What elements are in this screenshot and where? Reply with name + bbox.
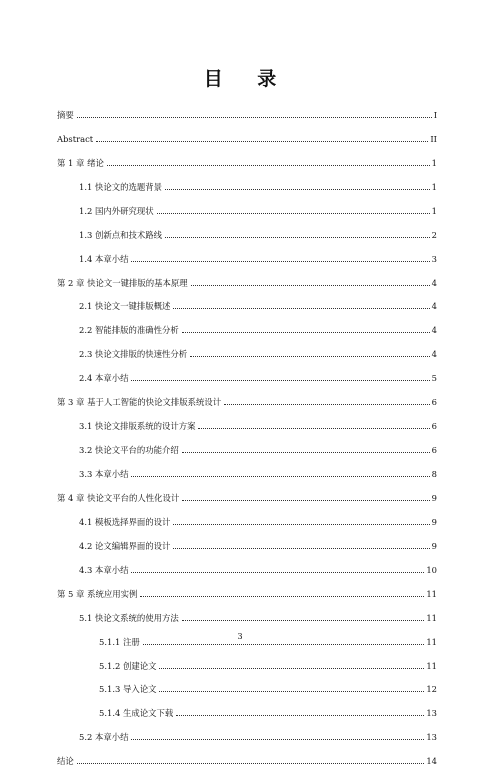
toc-entry[interactable] — [57, 576, 437, 600]
toc-entry-page: 2 — [431, 229, 437, 240]
dot-leader — [77, 763, 425, 764]
dot-leader — [173, 524, 429, 525]
toc-entry-page: 9 — [431, 492, 437, 503]
dot-leader — [182, 620, 425, 621]
dot-leader — [173, 308, 429, 309]
toc-entry[interactable] — [57, 217, 437, 241]
toc-entry[interactable] — [57, 432, 437, 456]
toc-entry-page: 13 — [426, 708, 437, 719]
dot-leader — [159, 668, 424, 669]
toc-entry[interactable] — [57, 719, 437, 743]
toc-entry-page: 1 — [431, 205, 437, 216]
dot-leader — [191, 285, 430, 286]
page-number: 3 — [237, 632, 243, 641]
toc-entry-label: 2.2 智能排版的准确性分析 — [79, 325, 179, 336]
dot-leader — [198, 428, 429, 429]
dot-leader — [190, 356, 430, 357]
toc-entry-label: 1.2 国内外研究现状 — [79, 205, 154, 216]
dot-leader — [140, 596, 424, 597]
dot-leader — [131, 380, 429, 381]
dot-leader — [165, 189, 430, 190]
toc-entry-label: 3.3 本章小结 — [79, 469, 129, 479]
toc-entry[interactable] — [57, 336, 437, 360]
toc-entry-page: 1 — [431, 157, 437, 168]
toc-entry-label: 4.2 论文编辑界面的设计 — [79, 540, 171, 551]
dot-leader — [131, 476, 429, 477]
toc-entry-page: 6 — [431, 421, 437, 432]
toc-entry-label: 1.4 本章小结 — [79, 253, 129, 264]
toc-entry[interactable] — [57, 695, 437, 719]
toc-entry-label: 2.1 快论文一键排版概述 — [79, 301, 171, 312]
dot-leader — [131, 739, 424, 740]
toc-entry-label: 第 2 章 快论文一键排版的基本原理 — [57, 277, 188, 288]
toc-entry[interactable] — [57, 169, 437, 193]
toc-entry-page: 9 — [431, 516, 437, 527]
dot-leader — [157, 213, 430, 214]
toc-entry[interactable] — [57, 193, 437, 217]
table-of-contents — [57, 97, 437, 767]
toc-entry-label: 结论 — [57, 756, 74, 767]
dot-leader — [224, 404, 430, 405]
toc-entry-label: 第 5 章 系统应用实例 — [57, 588, 138, 599]
toc-entry[interactable] — [57, 480, 437, 504]
toc-entry[interactable] — [57, 408, 437, 432]
toc-entry-label: 5.1.1 注册 — [99, 636, 140, 647]
dot-leader — [131, 572, 424, 573]
toc-entry-page: 4 — [431, 325, 437, 336]
toc-entry-page: I — [433, 109, 437, 120]
toc-entry[interactable] — [57, 360, 437, 384]
toc-entry[interactable] — [57, 648, 437, 672]
toc-entry-page: 11 — [426, 612, 437, 623]
toc-entry-page: 6 — [431, 397, 437, 408]
toc-entry[interactable] — [57, 504, 437, 528]
toc-entry-page: 13 — [426, 732, 437, 743]
dot-leader — [107, 165, 430, 166]
toc-entry-label: 2.3 快论文排版的快速性分析 — [79, 349, 188, 360]
toc-entry-label: 5.1.2 创建论文 — [99, 660, 157, 671]
toc-entry[interactable] — [57, 600, 437, 624]
dot-leader — [182, 500, 429, 501]
dot-leader — [173, 548, 429, 549]
toc-entry[interactable] — [57, 241, 437, 265]
toc-entry[interactable] — [57, 97, 437, 121]
toc-entry[interactable] — [57, 552, 437, 576]
toc-entry[interactable] — [57, 145, 437, 169]
toc-entry-page: II — [430, 133, 437, 144]
toc-entry-page: 12 — [426, 684, 437, 695]
dot-leader — [182, 452, 430, 453]
toc-entry-label: 5.2 本章小结 — [79, 732, 129, 743]
toc-entry-page: 10 — [426, 564, 437, 575]
dot-leader — [77, 117, 432, 118]
toc-entry-label: 4.1 模板选择界面的设计 — [79, 516, 171, 527]
toc-entry[interactable] — [57, 265, 437, 289]
toc-entry[interactable] — [57, 121, 437, 145]
toc-entry-label: 第 3 章 基于人工智能的快论文排版系统设计 — [57, 397, 222, 408]
toc-entry-label: Abstract — [57, 133, 94, 144]
toc-entry-label: 5.1.4 生成论文下载 — [99, 708, 174, 719]
toc-entry-page: 8 — [431, 469, 437, 479]
toc-entry-page: 14 — [426, 756, 437, 767]
dot-leader — [176, 715, 424, 716]
toc-entry-page: 11 — [426, 588, 437, 599]
toc-entry-page: 3 — [431, 253, 437, 264]
dot-leader — [165, 237, 430, 238]
toc-entry[interactable] — [57, 289, 437, 313]
toc-entry-page: 11 — [426, 660, 437, 671]
dot-leader — [143, 644, 425, 645]
toc-entry-page: 1 — [431, 181, 437, 192]
toc-entry-page: 4 — [431, 277, 437, 288]
toc-entry-label: 第 1 章 绪论 — [57, 157, 104, 168]
toc-entry-label: 4.3 本章小结 — [79, 564, 129, 575]
toc-entry-page: 11 — [426, 636, 437, 647]
toc-title: 目 录 — [203, 68, 291, 90]
dot-leader — [131, 261, 429, 262]
toc-entry-label: 3.2 快论文平台的功能介绍 — [79, 445, 179, 456]
toc-entry[interactable] — [57, 743, 437, 767]
toc-entry-page: 5 — [431, 373, 437, 384]
toc-entry-label: 5.1.3 导入论文 — [99, 684, 157, 695]
toc-entry-label: 5.1 快论文系统的使用方法 — [79, 612, 179, 623]
toc-entry-label: 1.3 创新点和技术路线 — [79, 229, 162, 240]
toc-entry-label: 摘要 — [57, 109, 74, 120]
toc-entry[interactable] — [57, 672, 437, 696]
toc-entry-label: 2.4 本章小结 — [79, 373, 129, 384]
toc-entry[interactable] — [57, 456, 437, 480]
toc-entry-page: 6 — [431, 445, 437, 456]
toc-entry-label: 1.1 快论文的选题背景 — [79, 181, 162, 192]
toc-entry[interactable] — [57, 384, 437, 408]
toc-entry[interactable] — [57, 528, 437, 552]
dot-leader — [96, 141, 428, 142]
toc-entry-label: 第 4 章 快论文平台的人性化设计 — [57, 492, 180, 503]
toc-entry-page: 4 — [431, 349, 437, 360]
dot-leader — [182, 332, 430, 333]
toc-entry[interactable] — [57, 312, 437, 336]
toc-entry-page: 4 — [431, 301, 437, 312]
toc-entry-page: 9 — [431, 540, 437, 551]
dot-leader — [159, 691, 424, 692]
toc-entry-label: 3.1 快论文排版系统的设计方案 — [79, 421, 196, 432]
